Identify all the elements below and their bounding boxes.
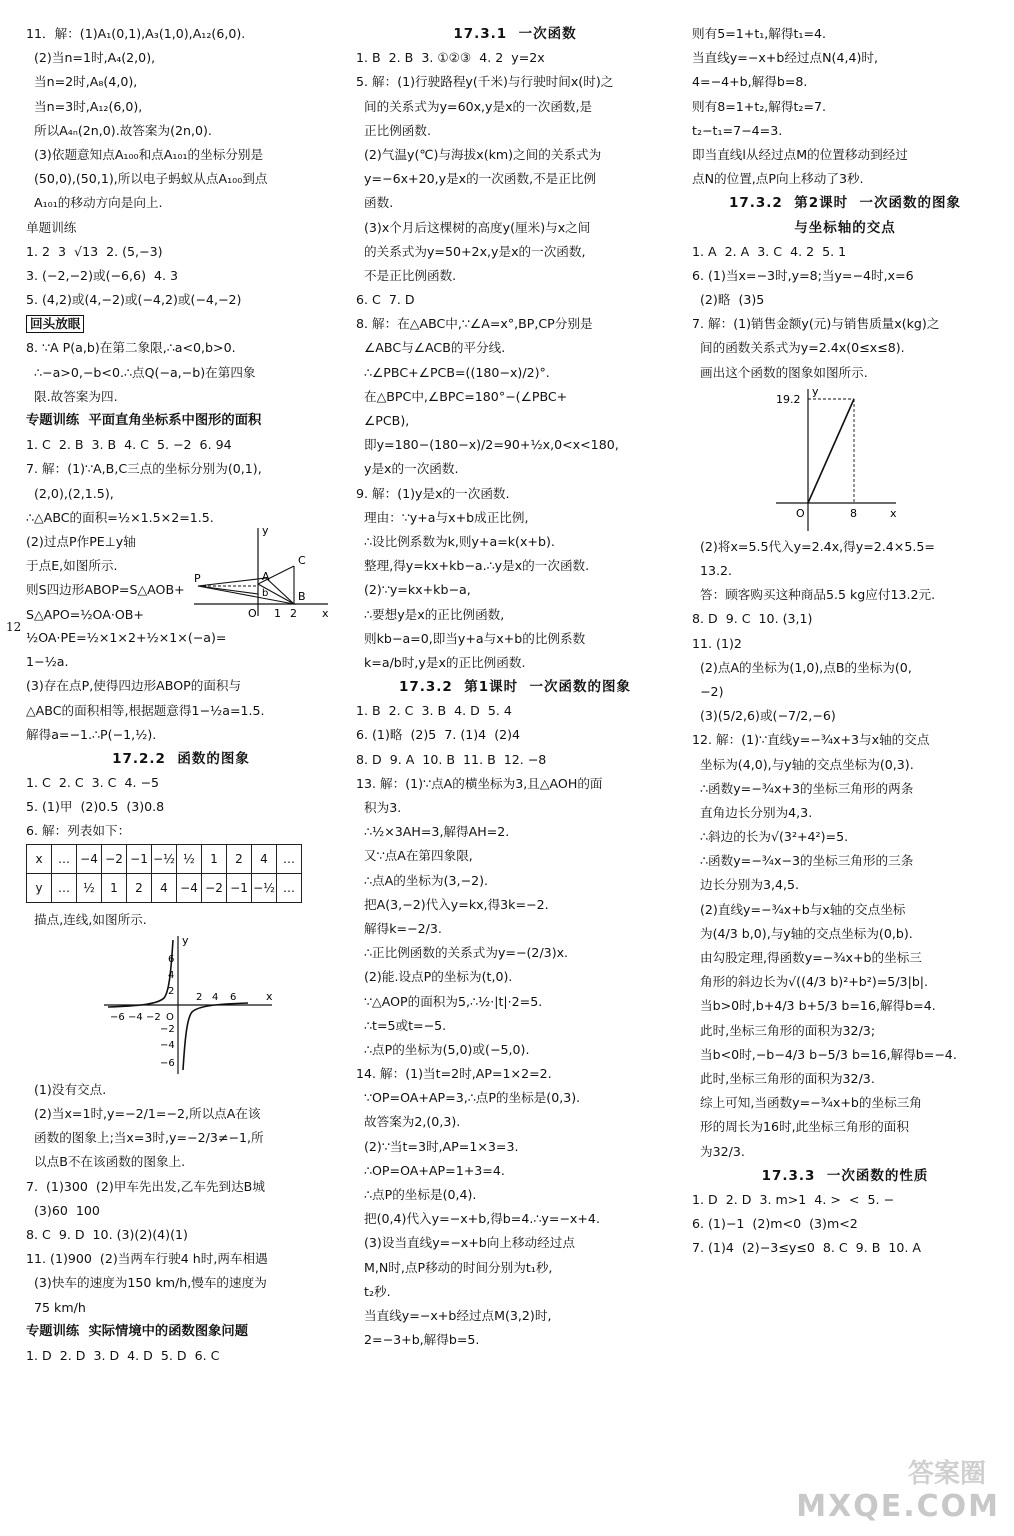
text-line: 则S四边形ABOP=S△AOB+ (26, 582, 185, 598)
section-title-17-2-2: 17.2.2 函数的图象 (112, 750, 250, 767)
hyper-label: O (166, 1011, 174, 1023)
text-line: 描点,连线,如图所示. (26, 911, 147, 927)
text-line: 直角边长分别为4,3. (692, 804, 813, 820)
text-line: M,N时,点P移动的时间分别为t₁秒, (356, 1259, 553, 1275)
col1-block-g (26, 908, 336, 932)
table-cell: … (52, 844, 77, 873)
text-line: 边长分别为3,4,5. (692, 877, 800, 893)
col2-block-b (356, 699, 674, 1352)
text-line: (2)直线y=−¾x+b与x轴的交点坐标 (692, 901, 906, 917)
table-cell: y (27, 873, 52, 902)
text-line: (3)快车的速度为150 km/h,慢车的速度为 (26, 1275, 267, 1291)
text-line: 则有8=1+t₂,解得t₂=7. (692, 98, 827, 114)
hyperbola-figure-block (26, 932, 336, 1078)
text-line: 7. 解：(1)∵A,B,C三点的坐标分别为(0,1), (26, 461, 262, 477)
table-cell: −1 (127, 844, 152, 873)
column-2 (356, 22, 674, 1352)
col1-block-a (26, 22, 336, 312)
text-line: 为(4/3 b,0),与y轴的交点坐标为(0,b). (692, 925, 913, 941)
coordinate-figure-block (26, 523, 336, 626)
section-title-17-3-2-lesson1: 17.3.2 第1课时 一次函数的图象 (398, 679, 632, 696)
text-line: 11. (1)2 (692, 635, 742, 651)
table-row (27, 844, 302, 873)
hyper-label: −4 (128, 1011, 143, 1023)
coord-label: x (322, 606, 329, 620)
col2-block-a (356, 46, 674, 675)
table-cell: −4 (177, 873, 202, 902)
table-cell: 1 (102, 873, 127, 902)
text-line: 当直线y=−x+b经过点N(4,4)时, (692, 50, 878, 66)
table-cell: ½ (77, 873, 102, 902)
text-line: ∴要想y是x的正比例函数, (356, 606, 505, 622)
text-line: 的关系式为y=50+2x,y是x的一次函数, (356, 243, 586, 259)
text-line: 75 km/h (26, 1299, 86, 1315)
text-line: 1−½a. (26, 654, 69, 670)
text-line: 5. (1)甲 (2)0.5 (3)0.8 (26, 799, 165, 815)
text-line: 4=−4+b,解得b=8. (692, 74, 808, 90)
table-cell: −½ (252, 873, 277, 902)
hyper-label: 6 (230, 991, 237, 1003)
sales-graph-block (692, 385, 998, 535)
text-line: 13.2. (692, 563, 733, 578)
text-line: k=a/b时,y是x的正比例函数. (356, 654, 526, 670)
text-line: (2)过点P作PE⊥y轴 (26, 533, 136, 549)
text-line: 则kb−a=0,即当y+a与x+b的比例系数 (356, 630, 586, 646)
value-table-block (26, 844, 336, 908)
text-line: (2)能.设点P的坐标为(t,0). (356, 969, 513, 985)
text-line: 5. 解：(1)行驶路程y(千米)与行驶时间x(时)之 (356, 74, 614, 90)
col1-block-f (26, 771, 336, 844)
text-line: 单题训练 (26, 219, 77, 235)
text-line: (2)当n=1时,A₄(2,0), (26, 50, 156, 66)
text-line: A₁₀₁的移动方向是向上. (26, 195, 163, 211)
table-cell: … (52, 873, 77, 902)
table-cell: −½ (152, 844, 177, 873)
text-line: 7. 解：(1)销售金额y(元)与销售质量x(kg)之 (692, 316, 940, 332)
text-line: 形的周长为16时,此坐标三角形的面积 (692, 1119, 909, 1135)
text-line: 1. D 2. D 3. m>1 4. > < 5. − (692, 1191, 895, 1207)
text-line: 2=−3+b,解得b=5. (356, 1332, 480, 1348)
table-row (27, 873, 302, 902)
text-line: 点N的位置,点P向上移动了3秒. (692, 171, 864, 187)
col3-block-c (692, 535, 998, 1164)
text-line: 当直线y=−x+b经过点M(3,2)时, (356, 1307, 552, 1323)
col1-block-d (26, 530, 216, 627)
text-line: (3)依题意知点A₁₀₀和点A₁₀₁的坐标分别是 (26, 146, 264, 162)
text-line: 函数. (356, 195, 394, 211)
hyper-label: 2 (168, 985, 175, 997)
hyperbola-figure (100, 932, 280, 1078)
section-title-area: 专题训练 平面直角坐标系中图形的面积 (26, 413, 262, 428)
text-line: 解得k=−2/3. (356, 920, 442, 936)
table-cell: −1 (227, 873, 252, 902)
text-line: 当b<0时,−b−4/3 b−5/3 b=16,解得b=−4. (692, 1046, 957, 1062)
text-line: (3)设当直线y=−x+b向上移动经过点 (356, 1235, 575, 1251)
text-line: 理由：∵y+a与x+b成正比例, (356, 509, 529, 525)
text-line: 则有5=1+t₁,解得t₁=4. (692, 26, 827, 41)
text-line: ∴函数y=−¾x−3的坐标三角形的三条 (692, 853, 914, 869)
col1-block-i (26, 1344, 336, 1368)
page-number-mark: 12 (6, 620, 22, 634)
table-cell: −4 (77, 844, 102, 873)
text-line: 积为3. (356, 800, 402, 815)
text-line: (1)没有交点. (26, 1081, 107, 1097)
text-line: 把A(3,−2)代入y=kx,得3k=−2. (356, 896, 549, 912)
text-line: ∴∠PBC+∠PCB=((180−x)/2)°. (356, 364, 550, 380)
coord-label: A (262, 569, 270, 583)
text-line: 7. (1)4 (2)−3≤y≤0 8. C 9. B 10. A (692, 1240, 921, 1256)
section-title-graph-problems: 专题训练 实际情境中的函数图象问题 (26, 1323, 249, 1339)
text-line: 1. A 2. A 3. C 4. 2 5. 1 (692, 243, 847, 259)
text-line: 6. 解：列表如下： (26, 823, 131, 839)
text-line: 故答案为2,(0,3). (356, 1114, 461, 1130)
sales-graph-label: y (812, 384, 819, 398)
text-line: 6. (1)−1 (2)m<0 (3)m<2 (692, 1216, 858, 1232)
text-line: 6. C 7. D (356, 292, 415, 308)
text-line: 9. 解：(1)y是x的一次函数. (356, 485, 510, 501)
text-line: ∴点P的坐标为(5,0)或(−5,0). (356, 1041, 530, 1057)
text-line: 当n=3时,A₁₂(6,0), (26, 98, 143, 114)
text-line: ½OA·PE=½×1×2+½×1×(−a)= (26, 629, 227, 645)
col1-block-e (26, 626, 336, 747)
text-line: 即当直线l从经过点M的位置移动到经过 (692, 146, 908, 162)
hyper-label: 2 (196, 991, 203, 1003)
sales-graph-label: O (796, 506, 805, 520)
table-cell: ½ (177, 844, 202, 873)
text-line: ∴△ABC的面积=½×1.5×2=1.5. (26, 509, 214, 525)
text-line: 1. D 2. D 3. D 4. D 5. D 6. C (26, 1347, 220, 1363)
text-line: 6. (1)当x=−3时,y=8;当y=−4时,x=6 (692, 267, 914, 283)
col1-block-b (26, 336, 336, 409)
text-line: 8. D 9. A 10. B 11. B 12. −8 (356, 751, 547, 767)
text-line: S△APO=½OA·OB+ (26, 606, 144, 622)
table-cell: 4 (152, 873, 177, 902)
text-line: (3)存在点P,使得四边形ABOP的面积与 (26, 678, 242, 694)
coord-label: 1 (274, 606, 281, 620)
column-1 (26, 22, 336, 1368)
text-line: (2)∵y=kx+kb−a, (356, 582, 471, 598)
text-line: 1. C 2. B 3. B 4. C 5. −2 6. 94 (26, 437, 232, 453)
text-line: (3)60 100 (26, 1202, 100, 1218)
coord-label: C (298, 553, 306, 567)
table-cell: … (277, 844, 302, 873)
text-line: 限.故答案为四. (26, 388, 118, 404)
text-line: 8. D 9. C 10. (3,1) (692, 611, 813, 627)
review-box-label: 回头放眼 (26, 315, 84, 333)
coord-label: b (262, 587, 269, 599)
text-line: 7. (1)300 (2)甲车先出发,乙车先到达B城 (26, 1178, 265, 1194)
text-line: 当b>0时,b+4/3 b+5/3 b=16,解得b=4. (692, 998, 936, 1014)
text-line: 当n=2时,A₈(4,0), (26, 74, 138, 90)
text-line: 14. 解：(1)当t=2时,AP=1×2=2. (356, 1066, 552, 1082)
text-line: (2)∵当t=3时,AP=1×3=3. (356, 1138, 519, 1154)
text-line: 1. C 2. C 3. C 4. −5 (26, 775, 160, 791)
text-line: △ABC的面积相等,根据题意得1−½a=1.5. (26, 702, 265, 718)
text-line: 11．解：(1)A₁(0,1),A₃(1,0),A₁₂(6,0). (26, 26, 246, 41)
text-line: ∴½×3AH=3,解得AH=2. (356, 824, 510, 840)
col3-block-b (692, 240, 998, 385)
hyper-label: x (266, 989, 273, 1003)
table-cell: 4 (252, 844, 277, 873)
sales-graph-label: 8 (850, 506, 857, 520)
text-line: ∴−a>0,−b<0.∴点Q(−a,−b)在第四象 (26, 364, 256, 380)
text-line: 8. 解：在△ABC中,∵∠A=x°,BP,CP分别是 (356, 316, 593, 332)
hyper-label: 6 (168, 953, 175, 965)
text-line: ∴点A的坐标为(3,−2). (356, 872, 489, 888)
text-line: 正比例函数. (356, 122, 431, 138)
text-line: 综上可知,当函数y=−¾x+b的坐标三角 (692, 1095, 922, 1111)
table-cell: −2 (102, 844, 127, 873)
text-line: ∠PCB), (356, 413, 410, 428)
text-line: (2)略 (3)5 (692, 292, 765, 308)
sales-graph (772, 385, 902, 535)
text-line: ∴设比例系数为k,则y+a=k(x+b). (356, 533, 555, 549)
hyper-label: −6 (160, 1057, 175, 1069)
text-line: (2)点A的坐标为(1,0),点B的坐标为(0, (692, 659, 912, 675)
sales-graph-label: 19.2 (776, 392, 801, 406)
text-line: 所以A₄ₙ(2n,0).故答案为(2n,0). (26, 122, 212, 138)
coord-label: P (194, 571, 201, 585)
text-line: 6. (1)略 (2)5 7. (1)4 (2)4 (356, 727, 521, 743)
text-line: (2)当x=1时,y=−2/1=−2,所以点A在该 (26, 1106, 261, 1121)
column-3 (692, 22, 998, 1260)
text-line: 8. C 9. D 10. (3)(2)(4)(1) (26, 1226, 188, 1242)
text-line: 坐标为(4,0),与y轴的交点坐标为(0,3). (692, 756, 914, 772)
text-line: 间的关系式为y=60x,y是x的一次函数,是 (356, 98, 593, 114)
watermark: MXQE.COM (796, 1489, 1000, 1524)
text-line: 1. B 2. C 3. B 4. D 5. 4 (356, 703, 512, 719)
hyper-label: −2 (146, 1011, 161, 1023)
hyper-label: y (182, 933, 189, 947)
text-line: 答：顾客购买这种商品5.5 kg应付13.2元. (692, 587, 936, 603)
text-line: 13. 解：(1)∵点A的横坐标为3,且△AOH的面 (356, 775, 603, 791)
table-cell: 2 (227, 844, 252, 873)
coordinate-figure (194, 524, 334, 628)
text-line: t₂秒. (356, 1283, 391, 1299)
text-line: 为32/3. (692, 1143, 745, 1159)
text-line: ∴点P的坐标是(0,4). (356, 1187, 477, 1202)
table-cell: x (27, 844, 52, 873)
text-line: 8. ∵A P(a,b)在第二象限,∴a<0,b>0. (26, 340, 236, 356)
text-line: (2)气温y(℃)与海拔x(km)之间的关系式为 (356, 146, 602, 162)
text-line: y是x的一次函数. (356, 461, 459, 477)
hyper-label: 4 (212, 991, 219, 1003)
section-title-17-3-1: 17.3.1 一次函数 (453, 26, 577, 42)
text-line: ∵△AOP的面积为5,∴½·|t|·2=5. (356, 993, 543, 1009)
hyper-label: −4 (160, 1039, 175, 1051)
review-box-line (26, 312, 336, 336)
text-line: ∴OP=OA+AP=1+3=4. (356, 1162, 505, 1178)
sales-graph-label: x (890, 506, 897, 520)
hyper-label: −6 (110, 1011, 125, 1023)
coord-label: B (298, 589, 306, 603)
section-title-17-3-3: 17.3.3 一次函数的性质 (761, 1167, 929, 1184)
table-cell: −2 (202, 873, 227, 902)
text-line: 1. B 2. B 3. ①②③ 4. 2 y=2x (356, 50, 545, 66)
text-line: 1. 2 3 √13 2. (5,−3) (26, 243, 163, 259)
col1-block-c (26, 433, 336, 530)
text-line: 不是正比例函数. (356, 267, 457, 283)
section-subtitle-intersections: 与坐标轴的交点 (794, 219, 896, 236)
text-line: 画出这个函数的图象如图所示. (692, 364, 868, 380)
text-line: (2,0),(2,1.5), (26, 485, 114, 501)
text-line: 11. (1)900 (2)当两车行驶4 h时,两车相遇 (26, 1251, 268, 1267)
text-line: −2) (692, 683, 724, 699)
text-line: 解得a=−1.∴P(−1,½). (26, 726, 157, 742)
text-line: ∴t=5或t=−5. (356, 1017, 447, 1033)
text-line: 角形的斜边长为√((4/3 b)²+b²)=5/3|b|. (692, 974, 929, 990)
col1-block-h (26, 1078, 336, 1320)
col3-block-d (692, 1188, 998, 1261)
col3-block-a (692, 22, 998, 191)
coord-label: y (262, 523, 269, 537)
text-line: (3)(5/2,6)或(−7/2,−6) (692, 708, 836, 724)
text-line: 把(0,4)代入y=−x+b,得b=4.∴y=−x+4. (356, 1211, 600, 1227)
hyper-label: 4 (168, 969, 175, 981)
text-line: ∴斜边的长为√(3²+4²)=5. (692, 829, 849, 845)
text-line: 以点B不在该函数的图象上. (26, 1154, 186, 1170)
text-line: 又∵点A在第四象限, (356, 848, 473, 864)
coord-label: 2 (290, 606, 297, 620)
value-table (26, 844, 302, 903)
table-cell: 1 (202, 844, 227, 873)
watermark-logo: 答案圈 (907, 1459, 986, 1489)
text-line: 3. (−2,−2)或(−6,6) 4. 3 (26, 267, 179, 283)
text-line: 间的函数关系式为y=2.4x(0≤x≤8). (692, 340, 905, 356)
text-line: 此时,坐标三角形的面积为32/3. (692, 1070, 875, 1086)
hyper-label: −2 (160, 1023, 175, 1035)
text-line: (50,0),(50,1),所以电子蚂蚁从点A₁₀₀到点 (26, 171, 268, 187)
text-line: 由勾股定理,得函数y=−¾x+b的坐标三 (692, 950, 922, 965)
text-line: (3)x个月后这棵树的高度y(厘米)与x之间 (356, 219, 591, 235)
text-line: 整理,得y=kx+kb−a.∴y是x的一次函数. (356, 558, 590, 574)
text-line: ∵OP=OA+AP=3,∴点P的坐标是(0,3). (356, 1090, 581, 1106)
text-line: 于点E,如图所示. (26, 558, 118, 574)
section-title-17-3-2-lesson2: 17.3.2 第2课时 一次函数的图象 (728, 195, 962, 212)
text-line: 函数的图象上;当x=3时,y=−2/3≠−1,所 (26, 1130, 264, 1146)
coord-label: O (248, 606, 257, 620)
table-cell: 2 (127, 873, 152, 902)
text-line: 在△BPC中,∠BPC=180°−(∠PBC+ (356, 388, 568, 404)
text-line: ∠ABC与∠ACB的平分线. (356, 340, 506, 356)
text-line: 即y=180−(180−x)/2=90+½x,0<x<180, (356, 437, 619, 453)
text-line: 12. 解：(1)∵直线y=−¾x+3与x轴的交点 (692, 732, 930, 748)
table-cell: … (277, 873, 302, 902)
text-line: 此时,坐标三角形的面积为32/3; (692, 1022, 876, 1038)
text-line: y=−6x+20,y是x的一次函数,不是正比例 (356, 171, 597, 187)
text-line: t₂−t₁=7−4=3. (692, 122, 783, 138)
text-line: (2)将x=5.5代入y=2.4x,得y=2.4×5.5= (692, 538, 935, 554)
text-line: ∴函数y=−¾x+3的坐标三角形的两条 (692, 780, 914, 796)
text-line: ∴正比例函数的关系式为y=−(2/3)x. (356, 945, 569, 961)
text-line: 5. (4,2)或(4,−2)或(−4,2)或(−4,−2) (26, 292, 242, 308)
